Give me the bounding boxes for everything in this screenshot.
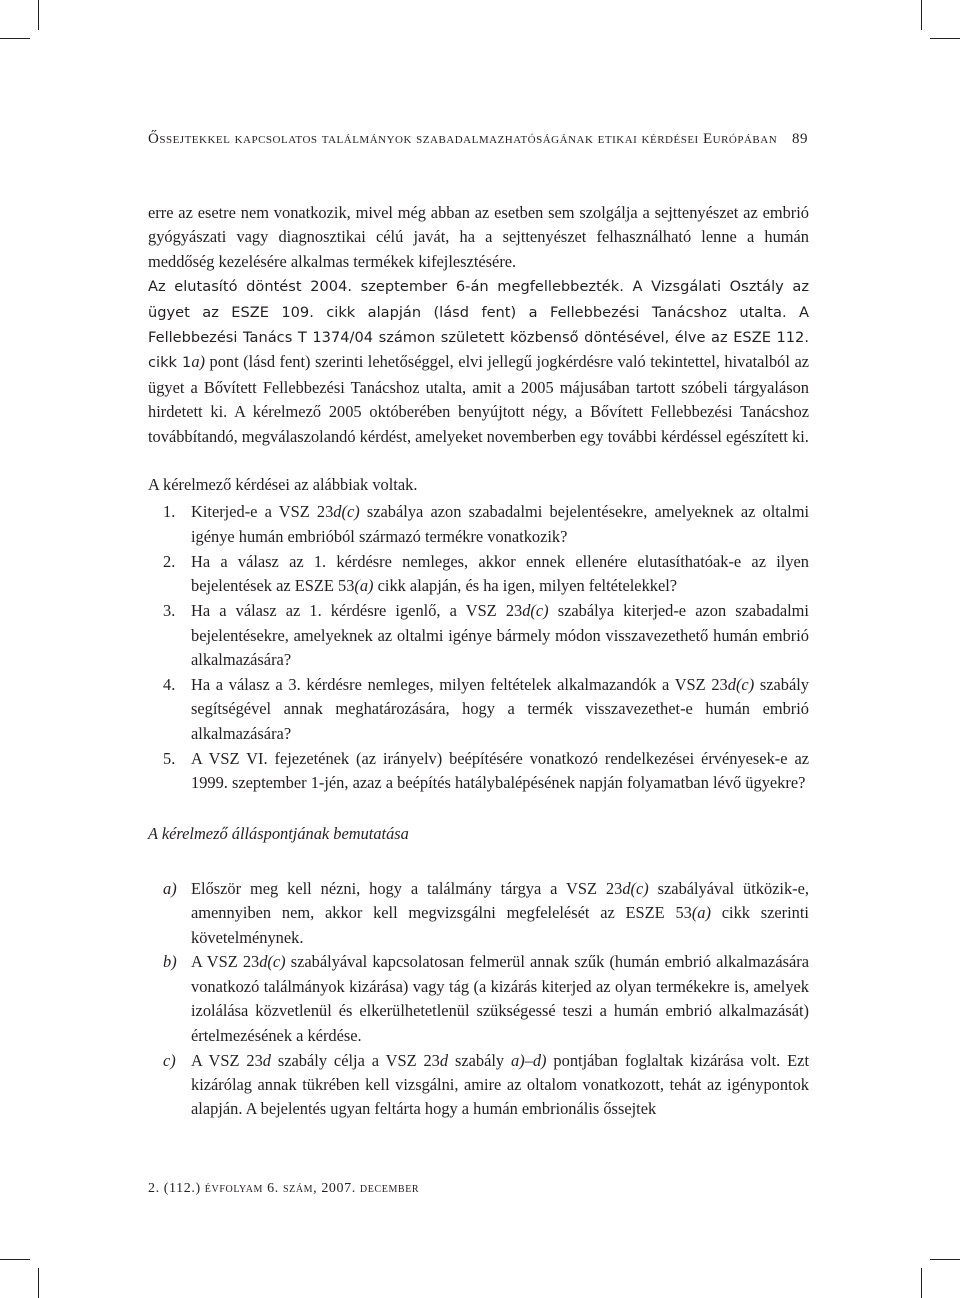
question-item	[148, 673, 809, 746]
questions-heading: A kérelmező kérdései az alábbiak voltak.	[148, 475, 418, 495]
question-number: 2.	[163, 551, 176, 571]
question-italic: d(c)	[522, 601, 549, 621]
argument-label: c)	[163, 1050, 176, 1070]
paragraph-2-sans-part: Az elutasító döntést 2004. szeptember 6-án megfellebbezték. A Vizsgálati Osztály az ügyet az ESZE 109. cikk alapján (lásd fent) a Fellebbezési Tanácshoz utalta. A Fellebbezési Tanács T 1374/04 számon született közbenső döntésével, élve az ESZE 112. cikk 1	[148, 278, 809, 372]
argument-italic: d(c)	[259, 952, 286, 972]
argument-italic: d	[439, 1050, 449, 1070]
argument-text: pontjában foglaltak kizárása volt. Ezt kizárólag annak tükrében kell vizsgálni, amire az oltalom vonatkozott, tehát az igénypontok alapján. A bejelentés ugyan feltárta hogy a humán embrionális őssejtek	[191, 1050, 810, 1119]
question-text: Kiterjed-e a VSZ 23	[191, 502, 334, 522]
running-header	[148, 131, 808, 148]
argument-item	[148, 950, 809, 1048]
crop-mark-top-left-h	[0, 38, 30, 39]
crop-mark-bottom-right-h	[930, 1259, 960, 1260]
argument-italic: (a)	[691, 903, 711, 923]
crop-mark-top-right-h	[930, 38, 960, 39]
question-italic: d(c)	[333, 502, 360, 522]
question-number: 1.	[163, 502, 176, 522]
argument-item	[148, 877, 809, 950]
paragraph-1: erre az esetre nem vonatkozik, mivel még abban az esetben sem szolgálja a sejttenyészet az embrió gyógyászati vagy diagnosztikai célú javát, ha a sejttenyészet felhasználható lenne a humán meddőség kezelésére alkalmas termékek kifejlesztésére.	[148, 203, 809, 271]
issue-footer: 2. (112.) évfolyam 6. szám, 2007. december	[148, 1181, 420, 1196]
crop-mark-bottom-left-h	[0, 1259, 30, 1260]
crop-mark-top-right-v	[921, 0, 922, 30]
question-item	[148, 599, 809, 672]
question-italic: d(c)	[727, 674, 755, 694]
question-text: szabálya azon szabadalmi bejelentésekre, amelyeknek az oltalmi igénye humán embrióból származó termékre vonatkozik?	[191, 502, 809, 546]
section-title: A kérelmező álláspontjának bemutatása	[148, 824, 409, 844]
paragraph-2-italic-a: a)	[191, 352, 205, 372]
argument-text: Először meg kell nézni, hogy a találmány tárgya a VSZ 23	[191, 878, 623, 898]
question-number: 4.	[163, 674, 176, 694]
crop-mark-bottom-right-v	[921, 1268, 922, 1298]
argument-text: szabályával ütközik-e, amennyiben nem, akkor kell megvizsgálni megfelelését az ESZE 53	[191, 878, 809, 923]
paragraph-2-rest: pont (lásd fent) szerinti lehetőséggel, elvi jellegű jogkérdésre való tekintettel, hivatalból az ügyet a Bővített Fellebbezési Tanácshoz utalta, amit a 2005 májusában tartott szóbeli tárgyaláson hirdetett ki. A kérelmező 2005 októberében benyújtott négy, a Bővített Fellebbezési Tanácshoz továbbítandó, megválaszolandó kérdést, amelyeket novemberben egy további kérdéssel egészített ki.	[148, 352, 809, 446]
arguments-list	[148, 877, 809, 1122]
question-text: cikk alapján, és ha igen, milyen feltételekkel?	[373, 576, 678, 596]
question-number: 3.	[163, 601, 176, 621]
argument-italic: a)–d)	[511, 1050, 547, 1070]
page-number: 89	[792, 131, 808, 147]
question-item	[148, 747, 809, 796]
question-item	[148, 500, 809, 549]
argument-text: cikk szerinti követelménynek.	[191, 903, 809, 947]
argument-text: szabály	[448, 1050, 512, 1070]
question-text: Ha a válasz a 3. kérdésre nemleges, milyen feltételek alkalmazandók a VSZ 23	[191, 674, 728, 694]
page-body	[148, 201, 809, 1122]
question-text: Ha a válasz az 1. kérdésre nemleges, akkor ennek ellenére elutasíthatóak-e az ilyen bejelentések az ESZE 53	[191, 551, 809, 596]
question-text: A VSZ VI. fejezetének (az irányelv) beépítésére vonatkozó rendelkezései érvényesek-e az 1999. szeptember 1-jén, azaz a beépítés hatálybalépésének napján folyamatban lévő ügyekre?	[191, 748, 809, 792]
argument-text: szabályával kapcsolatosan felmerül annak szűk (humán embrió alkalmazására vonatkozó találmányok kizárása) vagy tág (a kizárás kiterjed az olyan termékekre is, amelyek izolálása közvetlenül és elkerülhetetlenül szükségessé teszi a humán embrió alkalmazását) értelmezésének a kérdése.	[191, 952, 809, 1045]
crop-mark-top-left-v	[38, 0, 39, 30]
questions-list	[148, 500, 809, 795]
crop-mark-bottom-left-v	[38, 1268, 39, 1298]
question-number: 5.	[163, 748, 176, 768]
paragraph-2	[148, 274, 809, 449]
argument-text: A VSZ 23	[191, 1050, 263, 1070]
argument-italic: d(c)	[622, 878, 649, 898]
question-text: szabálya kiterjed-e azon szabadalmi bejelentésekre, amelyeknek az oltalmi igénye bármely módon visszavezethető humán embrió alkalmazására?	[191, 601, 809, 669]
question-item	[148, 550, 809, 599]
question-italic: (a)	[354, 576, 374, 596]
argument-item	[148, 1049, 809, 1122]
question-text: Ha a válasz az 1. kérdésre igenlő, a VSZ 23	[191, 601, 523, 621]
argument-italic: d	[262, 1050, 271, 1070]
argument-label: a)	[163, 878, 177, 898]
argument-text: szabály célja a VSZ 23	[270, 1050, 440, 1070]
question-text: szabály segítségével annak meghatározására, hogy a termék visszavezethet-e humán embrió alkalmazására?	[191, 674, 809, 743]
running-title: Őssejtekkel kapcsolatos találmányok szabadalmazhatóságának etikai kérdései Európában	[148, 131, 778, 147]
argument-text: A VSZ 23	[191, 952, 260, 972]
argument-label: b)	[163, 952, 177, 972]
